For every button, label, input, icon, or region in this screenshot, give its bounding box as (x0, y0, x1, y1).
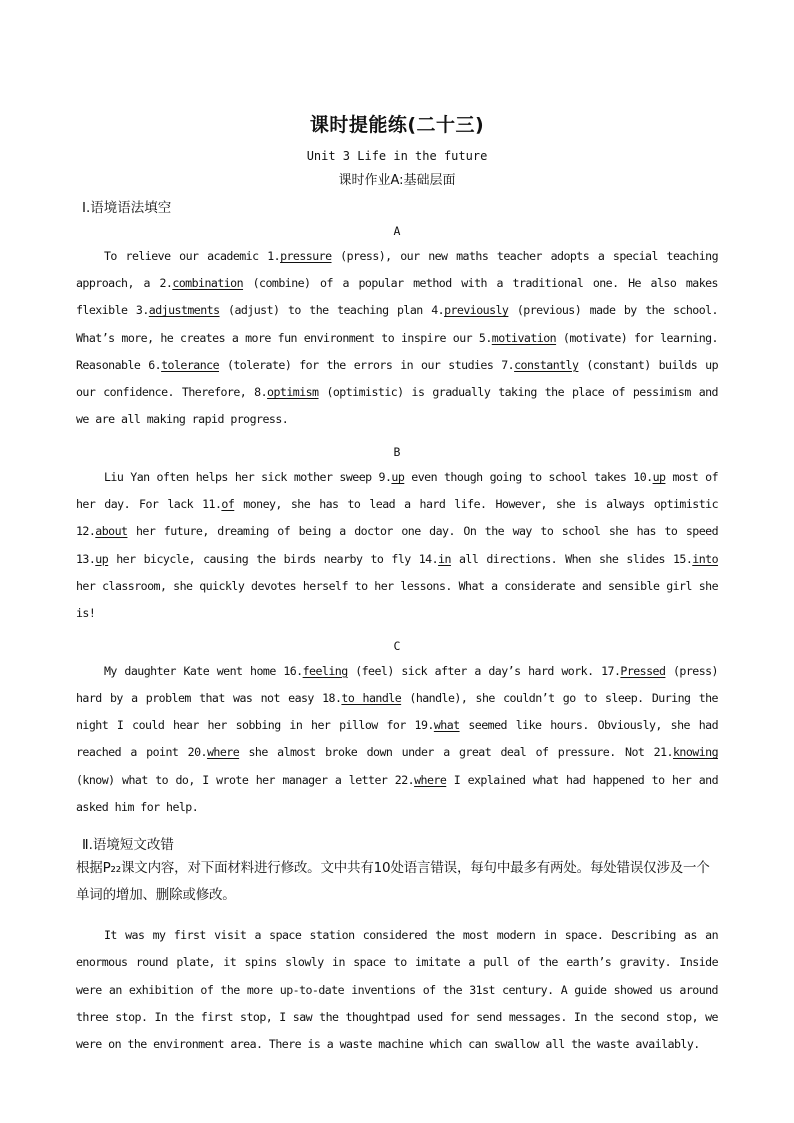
text-segment: (optimistic) is gradually taking the place of pessimism and we are all making rapid progress. (76, 385, 718, 427)
part-b-label: B (393, 445, 401, 460)
answer-blank-17: Pressed (620, 663, 666, 678)
answer-blank-22: where (414, 772, 447, 787)
text-segment: (feel) sick after a day’s hard work. 17. (347, 663, 621, 678)
part-a-label: A (393, 224, 401, 238)
text-segment: all directions. When she slides 15. (450, 551, 693, 566)
text-segment: (constant) builds up our confidence. Therefore, 8. (76, 357, 719, 400)
answer-blank-18: to handle (341, 691, 402, 706)
text-segment: (adjust) to the teaching plan 4. (219, 303, 445, 318)
text-segment: Liu Yan often helps her sick mother sweep 9. (104, 470, 392, 485)
text-segment: money, she has to lead a hard life. However, she is always optimistic 12. (76, 497, 719, 539)
part-c-label: C (393, 638, 401, 653)
text-segment: most of her day. For lack 11. (76, 470, 719, 512)
text-segment: even though going to school takes 10. (404, 470, 653, 485)
answer-blank-5: motivation (491, 330, 557, 345)
text-segment: To relieve our academic 1. (104, 249, 281, 263)
text-segment: I explained what had happened to her and asked him for help. (76, 772, 718, 814)
text-segment: (press), our new maths teacher adopts a special teaching approach, a 2. (76, 249, 718, 291)
text-segment: (motivate) for learning. Reasonable 6. (76, 330, 718, 372)
error-correction-passage: It was my first visit a space station considered the most modern in space. Describing as an enormous round plate, it spins slowly in space to imitate a pull of the earth’s gravity. Inside were an exhibition of the more up-to-date inventions of the 31st century. A guide showed us around three stop. In the first stop, I saw the thoughtpad used for send messages. In the second stop, we were on the environment area. There is a waste machine which can swallow all the waste availably. (76, 928, 718, 1051)
answer-blank-15: into (692, 551, 719, 566)
answer-blank-16: feeling (302, 663, 348, 678)
document-content (76, 110, 718, 1070)
part-a-paragraph (76, 243, 718, 433)
text-segment: her bicycle, causing the birds nearby to fly 14. (108, 551, 439, 566)
answer-blank-1: pressure (280, 249, 332, 263)
section-1-heading: Ⅰ.语境语法填空 (82, 200, 172, 216)
answer-blank-3: adjustments (148, 303, 220, 318)
section-2-heading: Ⅱ.语境短文改错 (82, 836, 174, 853)
unit-title: Unit 3 Life in the future (306, 149, 488, 163)
text-segment: (handle), she couldn’t go to sleep. During the night I could hear her sobbing in her pillow for 19. (76, 691, 718, 733)
answer-blank-9: up (391, 470, 405, 485)
text-segment: (tolerate) for the errors in our studies 7. (219, 357, 515, 372)
text-segment: (press) hard by a problem that was not easy 18. (76, 663, 718, 706)
text-segment: her classroom, she quickly devotes herself to her lessons. What a considerate and sensible girl she is! (76, 578, 718, 621)
answer-blank-8: optimism (267, 385, 319, 400)
text-segment: seemed like hours. Obviously, she had reached a point 20. (76, 718, 718, 760)
text-segment: (previous) made by the school. What’s more, he creates a more fun environment to inspire our 5. (76, 303, 718, 345)
answer-blank-4: previously (444, 303, 509, 318)
answer-blank-2: combination (172, 276, 244, 291)
answer-blank-12: about (95, 524, 128, 539)
part-b-paragraph (76, 464, 718, 627)
answer-blank-13: up (95, 551, 109, 566)
section-2-instruction: 根据P₂₂课文内容，对下面材料进行修改。文中共有10处语言错误，每句中最多有两处。每处错误仅涉及一个单词的增加、删除或修改。 (76, 859, 710, 903)
answer-blank-10: up (652, 470, 666, 485)
answer-blank-11: of (221, 497, 235, 512)
part-c-paragraph (76, 658, 718, 821)
answer-blank-20: where (206, 745, 240, 760)
text-segment: My daughter Kate went home 16. (104, 663, 303, 678)
text-segment: her future, dreaming of being a doctor one day. On the way to school she has to speed 13. (76, 524, 718, 566)
text-segment: (combine) of a popular method with a traditional one. He also makes flexible 3. (76, 276, 718, 318)
answer-blank-6: tolerance (161, 357, 219, 372)
answer-blank-14: in (438, 551, 451, 566)
answer-blank-7: constantly (514, 357, 579, 372)
page-title: 课时提能练(二十三) (309, 114, 485, 136)
answer-blank-19: what (433, 718, 460, 733)
answer-blank-21: knowing (672, 745, 718, 760)
text-segment: (know) what to do, I wrote her manager a letter 22. (76, 772, 415, 787)
assignment-subtitle: 课时作业A:基础层面 (338, 173, 456, 188)
text-segment: she almost broke down under a great deal of pressure. Not 21. (239, 745, 673, 760)
